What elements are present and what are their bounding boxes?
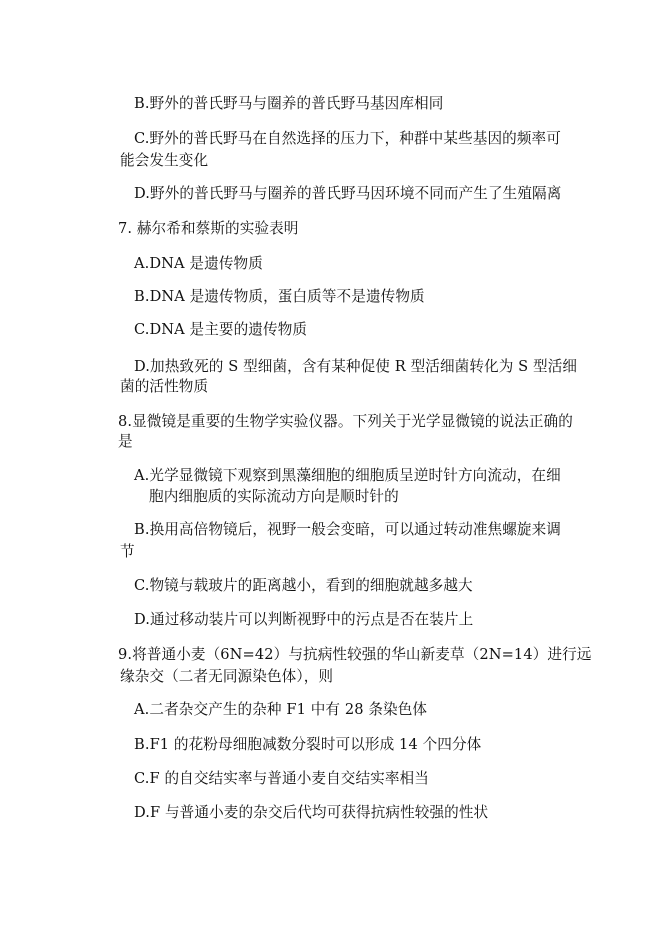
q7-option-d-line2: 菌的活性物质 — [120, 378, 209, 395]
q7-option-c: C.DNA 是主要的遗传物质 — [134, 321, 308, 338]
q8-stem-line2: 是 — [118, 433, 133, 450]
q6-option-c-line1: C.野外的普氏野马在自然选择的压力下，种群中某些基因的频率可 — [134, 130, 561, 147]
q8-option-b-line2: 节 — [120, 543, 135, 560]
q8-option-c: C.物镜与载玻片的距离越小，看到的细胞就越多越大 — [134, 577, 473, 594]
q9-option-b: B.F1 的花粉母细胞减数分裂时可以形成 14 个四分体 — [134, 736, 482, 753]
q8-option-a-line1: A.光学显微镜下观察到黑藻细胞的细胞质呈逆时针方向流动，在细 — [134, 467, 561, 484]
q7-option-b: B.DNA 是遗传物质，蛋白质等不是遗传物质 — [134, 288, 425, 305]
q7-option-a: A.DNA 是遗传物质 — [134, 255, 263, 272]
q6-option-b: B.野外的普氏野马与圈养的普氏野马基因库相同 — [134, 95, 444, 112]
q8-stem-line1: 8.显微镜是重要的生物学实验仪器。下列关于光学显微镜的说法正确的 — [118, 413, 573, 430]
q7-stem: 7. 赫尔希和蔡斯的实验表明 — [118, 220, 299, 237]
q8-option-a-line2: 胞内细胞质的实际流动方向是顺时针的 — [149, 488, 399, 505]
q8-option-d: D.通过移动装片可以判断视野中的污点是否在装片上 — [134, 611, 474, 628]
q9-option-a: A.二者杂交产生的杂种 F1 中有 28 条染色体 — [134, 701, 428, 718]
q8-option-b-line1: B.换用高倍物镜后，视野一般会变暗，可以通过转动准焦螺旋来调 — [134, 521, 561, 538]
q6-option-d: D.野外的普氏野马与圈养的普氏野马因环境不同而产生了生殖隔离 — [134, 185, 562, 202]
q7-option-d-line1: D.加热致死的 S 型细菌，含有某种促使 R 型活细菌转化为 S 型活细 — [134, 358, 578, 375]
q9-option-d: D.F 与普通小麦的杂交后代均可获得抗病性较强的性状 — [134, 804, 489, 821]
q6-option-c-line2: 能会发生变化 — [120, 152, 209, 169]
q9-stem-line2: 缘杂交（二者无同源染色体），则 — [120, 668, 334, 685]
q9-option-c: C.F 的自交结实率与普通小麦自交结实率相当 — [134, 770, 429, 787]
q9-stem-line1: 9.将普通小麦（6N=42）与抗病性较强的华山新麦草（2N=14）进行远 — [118, 646, 592, 663]
